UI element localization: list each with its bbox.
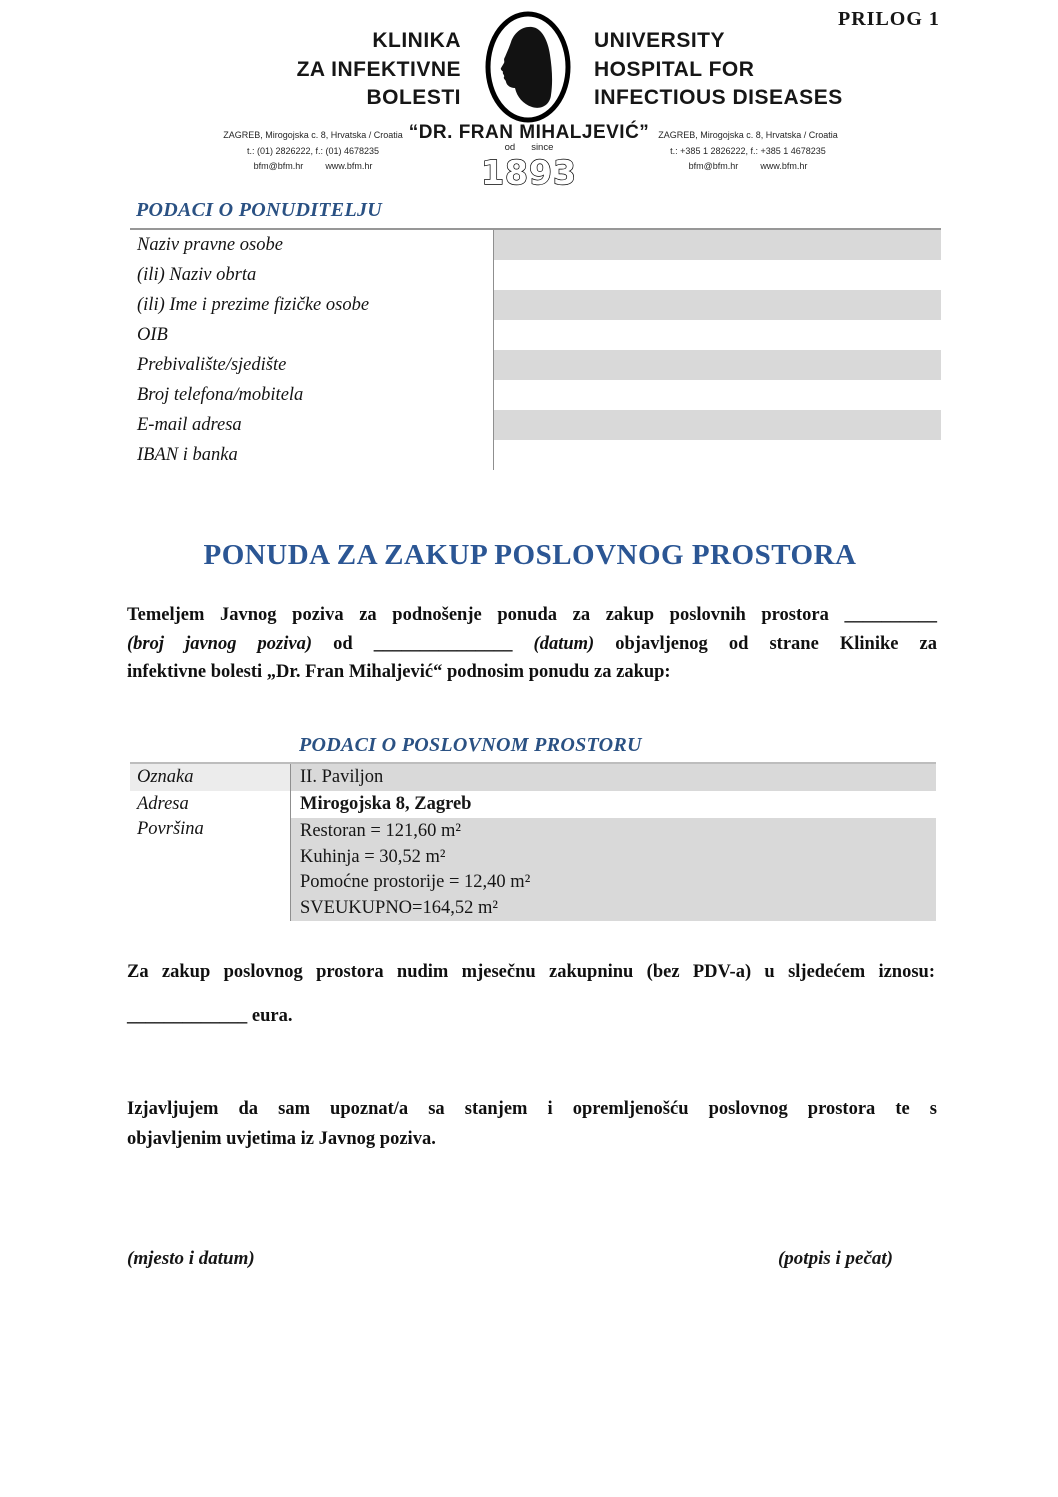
signature-row	[127, 1248, 893, 1270]
field-label: (ili) Naziv obrta	[137, 264, 257, 285]
intro-text: Temeljem Javnog poziva za podnošenje ponuda za zakup poslovnih prostora	[127, 605, 829, 625]
field-label: Adresa	[137, 794, 189, 814]
od-text: od	[504, 142, 516, 153]
field-value: II. Paviljon	[290, 764, 936, 791]
bidder-table	[130, 228, 941, 470]
year-1893-text: 1893	[481, 153, 577, 192]
intro-line-2	[127, 630, 937, 659]
area-line-total: SVEUKUPNO=164,52 m²	[300, 897, 498, 918]
field-value-cell	[493, 290, 941, 320]
intro-text: objavljenog od strane Klinike za	[615, 633, 937, 654]
table-row	[130, 410, 941, 440]
statement-paragraph	[127, 1094, 937, 1154]
blank-date: _______________	[373, 633, 513, 654]
premises-table	[130, 762, 936, 921]
field-label: (ili) Ime i prezime fizičke osobe	[137, 294, 370, 315]
table-row	[130, 350, 941, 380]
clinic-hr-line-1: KLINIKA	[372, 29, 461, 52]
table-row	[130, 791, 936, 818]
field-value-cell	[493, 230, 941, 260]
website-text: www.bfm.hr	[760, 161, 808, 171]
field-value: Mirogojska 8, Zagreb	[290, 791, 936, 818]
section-heading-premises: PODACI O POSLOVNOM PROSTORU	[299, 734, 642, 756]
contact-block-right	[650, 128, 846, 175]
clinic-name-croatian	[0, 27, 461, 113]
field-value-cell	[493, 260, 941, 290]
section-heading-bidder: PODACI O PONUDITELJU	[136, 199, 382, 221]
clinic-en-line-1: UNIVERSITY	[594, 29, 726, 52]
prilog-label: PRILOG 1	[838, 8, 940, 30]
statement-line-1: Izjavljujem da sam upoznat/a sa stanjem i opremljenošću poslovnog prostora te s	[127, 1099, 937, 1119]
table-row	[130, 440, 941, 470]
od-since-caption	[0, 142, 1058, 153]
since-text: since	[531, 142, 554, 153]
address-line: ZAGREB, Mirogojska c. 8, Hrvatska / Croatia	[223, 130, 403, 140]
intro-text: od	[333, 633, 353, 654]
field-value	[290, 818, 936, 921]
blank-call-number: __________	[844, 605, 937, 625]
phone-line: t.: +385 1 2826222, f.: +385 1 4678235	[670, 145, 826, 156]
email-text: bfm@bfm.hr	[253, 161, 304, 171]
clinic-portrait-medallion-icon	[483, 10, 573, 124]
established-block	[0, 142, 1058, 193]
clinic-hr-line-2: ZA INFEKTIVNE	[296, 57, 461, 81]
blank-amount: _____________	[127, 1006, 248, 1026]
email-web-line	[650, 159, 846, 175]
website-text: www.bfm.hr	[325, 161, 373, 171]
field-value-cell	[493, 440, 941, 470]
clinic-patron-name: “DR. FRAN MIHALJEVIĆ”	[408, 122, 650, 143]
table-row	[130, 290, 941, 320]
clinic-en-line-3: INFECTIOUS DISEASES	[594, 86, 843, 109]
call-number-caption: (broj javnog poziva)	[127, 633, 313, 654]
field-value-cell	[493, 380, 941, 410]
table-row	[130, 380, 941, 410]
intro-paragraph	[127, 601, 937, 687]
email-text: bfm@bfm.hr	[688, 161, 739, 171]
field-label: Naziv pravne osobe	[137, 234, 283, 255]
table-row	[130, 818, 936, 921]
table-row	[130, 764, 936, 791]
clinic-en-line-2: HOSPITAL FOR	[594, 57, 755, 81]
field-label: Prebivalište/sjedište	[137, 354, 287, 375]
table-row	[130, 230, 941, 260]
field-label: IBAN i banka	[137, 444, 238, 465]
offer-paragraph: Za zakup poslovnog prostora nudim mjesečnu zakupninu (bez PDV-a) u sljedećem iznosu:	[127, 962, 935, 982]
field-label: Broj telefona/mobitela	[137, 384, 304, 405]
statement-line-2: objavljenim uvjetima iz Javnog poziva.	[127, 1129, 436, 1149]
address-line: ZAGREB, Mirogojska c. 8, Hrvatska / Croatia	[658, 130, 838, 140]
intro-line-3: infektivne bolesti „Dr. Fran Mihaljević“ podnosim ponudu za zakup:	[127, 662, 671, 682]
area-line-restaurant: Restoran = 121,60 m²	[300, 821, 461, 841]
phone-line: t.: (01) 2826222, f.: (01) 4678235	[246, 145, 380, 156]
year-1893-outline	[464, 153, 594, 193]
field-value-cell	[493, 350, 941, 380]
offer-amount-line	[127, 1006, 292, 1027]
clinic-name-english	[594, 27, 843, 113]
table-row	[130, 320, 941, 350]
table-row	[130, 260, 941, 290]
clinic-hr-line-3: BOLESTI	[366, 86, 461, 109]
field-value-cell	[493, 320, 941, 350]
field-label: OIB	[137, 324, 168, 345]
eura-text: eura.	[251, 1006, 293, 1026]
signature-stamp-caption: (potpis i pečat)	[777, 1248, 893, 1269]
document-title: PONUDA ZA ZAKUP POSLOVNOG PROSTORA	[203, 539, 857, 571]
field-label: Površina	[137, 819, 204, 839]
field-label: Oznaka	[130, 764, 290, 791]
field-value-cell	[493, 410, 941, 440]
intro-line-1	[127, 601, 937, 630]
area-line-kitchen: Kuhinja = 30,52 m²	[300, 846, 446, 867]
place-date-caption: (mjesto i datum)	[127, 1248, 255, 1269]
field-label: E-mail adresa	[137, 414, 242, 435]
area-line-auxiliary: Pomoćne prostorije = 12,40 m²	[300, 872, 531, 892]
date-caption: (datum)	[533, 633, 595, 654]
